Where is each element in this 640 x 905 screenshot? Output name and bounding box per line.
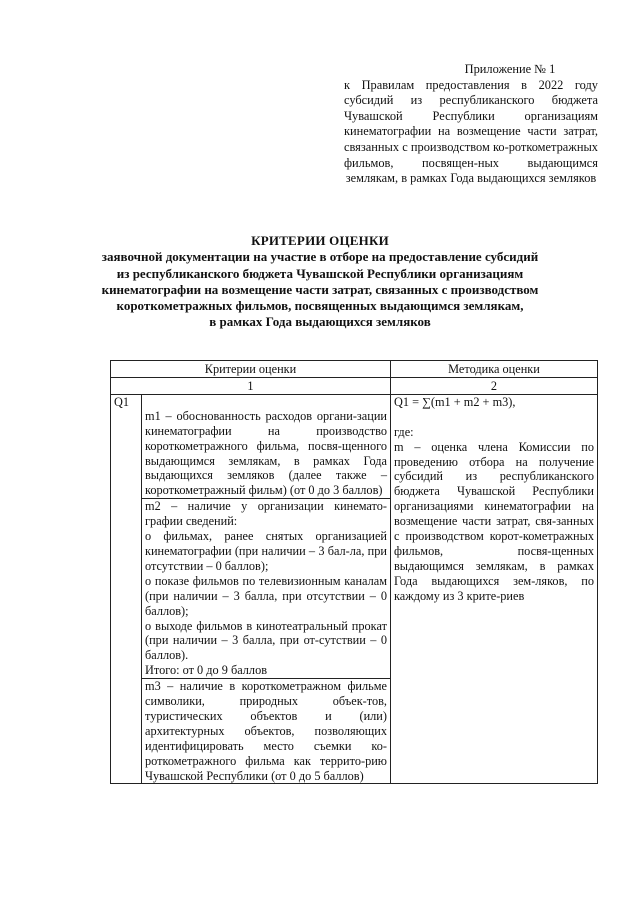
document-title bbox=[90, 233, 550, 331]
criteria-table bbox=[110, 360, 598, 784]
criterion-m1 bbox=[142, 394, 391, 498]
title-main: КРИТЕРИИ ОЦЕНКИ bbox=[251, 233, 389, 248]
criterion-m2-item: о фильмах, ранее снятых организацией кинематографии (при наличии – 3 бал-ла, при отсутствии – 0 баллов); bbox=[145, 529, 387, 573]
criterion-m2-intro: m2 – наличие у организации кинемато-графии сведений: bbox=[145, 499, 387, 529]
criterion-m1-text: m1 – обоснованность расходов органи-зации кинематографии на производство короткометражного фильма, посвя-щенного выдающимся землякам, в рамках Года выдающихся земляков (далее также – короткометражный фильм) (от 0 до 3 баллов) bbox=[145, 408, 387, 498]
criterion-m2 bbox=[142, 499, 391, 679]
column-number-1: 1 bbox=[111, 377, 391, 394]
annex-header bbox=[344, 62, 598, 187]
annex-text: к Правилам предоставления в 2022 году субсидий из республиканского бюджета Чувашской Республики организациям кинематографии на возмещение части затрат, связанных с производством ко-роткометражных фильмов, посвящен-ных выдающимся землякам, в рамках Года выдающихся земляков bbox=[344, 77, 598, 186]
method-formula: Q1 = ∑(m1 + m2 + m3), bbox=[394, 394, 516, 409]
annex-number: Приложение № 1 bbox=[464, 62, 556, 76]
criterion-m2-total: Итого: от 0 до 9 баллов bbox=[145, 663, 268, 678]
table-number-row bbox=[111, 377, 598, 394]
criterion-m2-item: о выходе фильмов в кинотеатральный прокат (при наличии – 3 балла, при от-сутствии – 0 баллов). bbox=[145, 618, 387, 663]
table-row bbox=[111, 394, 598, 498]
method-text: m – оценка члена Комиссии по проведению отбора на получение субсидий из республиканского бюджета Чувашской Республики организациями кинематографии на возмещение части затрат, свя-занных с производством корот-кометражных фильмов, посвя-щенных выдающимся землякам, в рамках Года выдающихся зем-ляков, по каждому из 3 крите-риев bbox=[394, 439, 594, 603]
criterion-m2-item: о показе фильмов по телевизионным каналам (при наличии – 3 балла, при отсутствии – 0 баллов); bbox=[145, 573, 387, 618]
method-cell bbox=[391, 394, 598, 784]
row-id: Q1 bbox=[111, 394, 142, 784]
header-method: Методика оценки bbox=[391, 361, 598, 378]
method-where: где: bbox=[394, 424, 414, 439]
title-subtitle: заявочной документации на участие в отборе на предоставление субсидий из республиканского бюджета Чувашской Республики организациям кинематографии на возмещение части затрат, связанных с производством короткометражных фильмов, посвященных выдающимся землякам, в рамках Года выдающихся земляков bbox=[101, 249, 539, 330]
column-number-2: 2 bbox=[391, 377, 598, 394]
table-header-row bbox=[111, 361, 598, 378]
criterion-m3 bbox=[142, 679, 391, 784]
criterion-m3-text: m3 – наличие в короткометражном фильме символики, природных объек-тов, туристических объектов и (или) архитектурных объектов, позволяющих идентифицировать место съемки ко-роткометражного фильма как террито-рию Чувашской Республики (от 0 до 5 баллов) bbox=[145, 679, 387, 783]
header-criteria: Критерии оценки bbox=[111, 361, 391, 378]
